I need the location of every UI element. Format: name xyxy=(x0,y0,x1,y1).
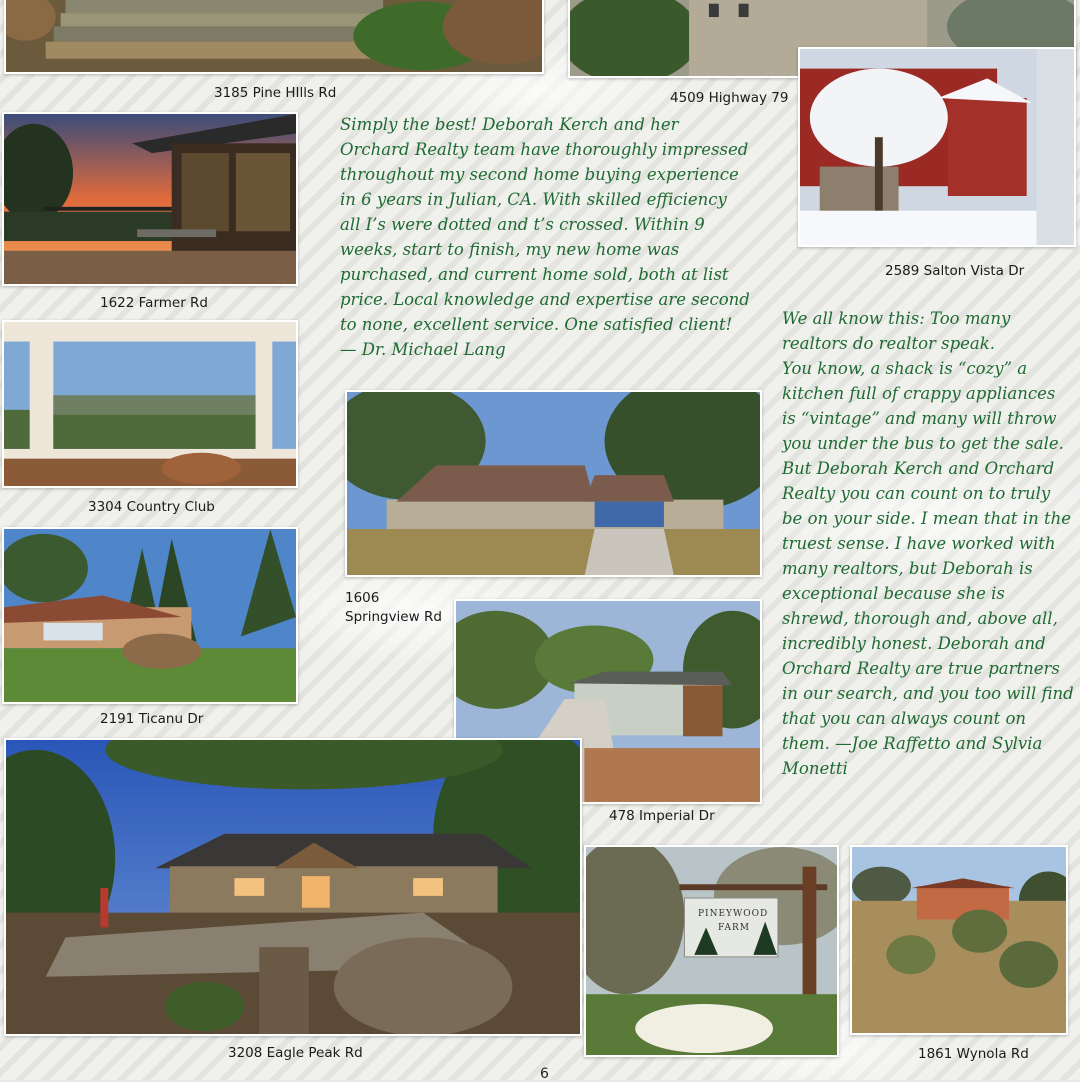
photo-pine-hills xyxy=(4,0,544,74)
photo-pineywood-farm xyxy=(584,845,839,1057)
caption-highway-79: 4509 Highway 79 xyxy=(670,90,789,106)
testimonial-lang-author: — Dr. Michael Lang xyxy=(340,340,506,359)
photo-farmer xyxy=(2,112,298,286)
photo-wynola xyxy=(850,845,1068,1035)
page-number: 6 xyxy=(540,1066,549,1082)
photo-salton-vista xyxy=(798,47,1076,247)
sign-line-2: FARM xyxy=(718,923,750,933)
caption-springview xyxy=(345,589,455,627)
testimonial-raffetto xyxy=(782,306,1074,781)
photo-eagle-peak xyxy=(4,738,582,1036)
sign-line-1: PINEYWOOD xyxy=(698,909,769,919)
caption-ticanu: 2191 Ticanu Dr xyxy=(100,711,204,727)
testimonial-raffetto-body: You know, a shack is “cozy” a kitchen full of crappy appliances is “vintage” and many will throw you under the bus to get the sale. But Deborah Kerch and Orchard Realty you can count on to truly be on your side. I mean that in the truest sense. I have worked with many realtors, but Deborah is exceptional because she is shrewd, thorough and, above all, incredibly honest. Deborah and Orchard Realty are true partners in our search, and you too will find that you can always count on them. —Joe Raffetto and Sylvia Monetti xyxy=(782,359,1074,778)
caption-farmer: 1622 Farmer Rd xyxy=(100,295,209,311)
caption-country-club: 3304 Country Club xyxy=(88,499,215,515)
caption-pine-hills: 3185 Pine HIlls Rd xyxy=(214,85,337,101)
testimonial-lang xyxy=(340,112,750,362)
caption-eagle-peak: 3208 Eagle Peak Rd xyxy=(228,1045,363,1061)
caption-imperial: 478 Imperial Dr xyxy=(609,808,715,824)
photo-ticanu xyxy=(2,527,298,704)
testimonial-raffetto-intro: We all know this: Too many realtors do realtor speak. xyxy=(782,309,1011,353)
caption-salton-vista: 2589 Salton Vista Dr xyxy=(885,263,1025,279)
photo-springview xyxy=(345,390,762,577)
testimonial-lang-body: Simply the best! Deborah Kerch and her Orchard Realty team have thoroughly impressed throughout my second home buying experience in 6 years in Julian, CA. With skilled efficiency all I’s were dotted and t’s crossed. Within 9 weeks, start to finish, my new home was purchased, and current home sold, both at list price. Local knowledge and expertise are second to none, excellent service. One satisfied client! xyxy=(340,115,750,334)
caption-springview-number: 1606 xyxy=(345,590,380,606)
photo-country-club xyxy=(2,320,298,488)
caption-springview-street: Springview Rd xyxy=(345,609,442,625)
caption-wynola: 1861 Wynola Rd xyxy=(918,1046,1029,1062)
